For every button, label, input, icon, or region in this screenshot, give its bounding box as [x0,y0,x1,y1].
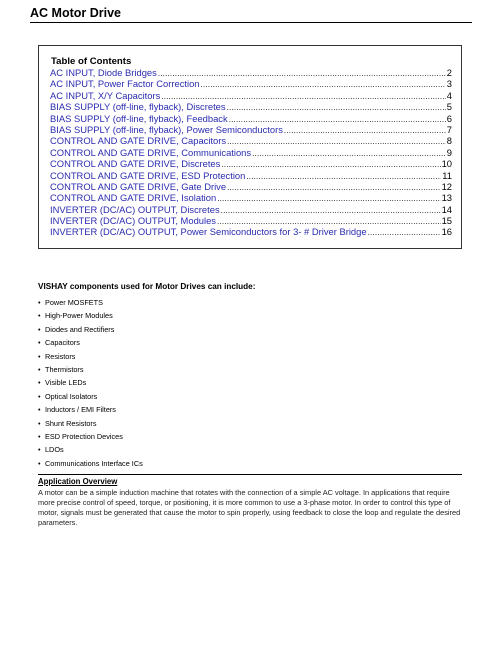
component-list-item [38,376,468,389]
toc-entry-link[interactable] [50,113,452,124]
toc-entry-label: AC INPUT, Diode Bridges [50,67,157,78]
toc-page-number: 14 [441,203,452,215]
table-of-contents [38,45,462,249]
toc-entry-label: CONTROL AND GATE DRIVE, ESD Protection [50,169,246,181]
toc-entry-label: CONTROL AND GATE DRIVE, Communications [50,146,252,158]
toc-title: Table of Contents [51,56,132,67]
component-list-item-label: Resistors [45,351,76,361]
toc-entry-label: CONTROL AND GATE DRIVE, Gate Drive [50,180,227,192]
toc-entry-link[interactable] [50,226,452,237]
toc-entry-link[interactable] [50,192,452,203]
toc-entry-label: CONTROL AND GATE DRIVE, Isolation [50,192,217,204]
component-list-item-label: LDOs [45,445,64,455]
application-overview-heading: Application Overview [38,477,118,486]
component-list-item-label: Capacitors [45,338,80,348]
bullet-icon: • [38,405,41,415]
component-list-item [38,430,468,443]
component-list-item-label: High-Power Modules [45,311,113,321]
section-divider [38,474,462,475]
component-list-item [38,417,468,430]
component-list-item [38,443,468,456]
toc-page-number: 15 [441,215,452,227]
toc-page-number: 7 [446,123,452,135]
page-header [30,4,472,23]
toc-entry-link[interactable] [50,204,452,215]
toc-entry-label: AC INPUT, Power Factor Correction [50,78,200,90]
toc-entry-link[interactable] [50,147,452,158]
toc-entry-label: CONTROL AND GATE DRIVE, Capacitors [50,135,227,147]
toc-page-number: 9 [446,146,452,158]
component-list-item [38,350,468,363]
toc-entry-label: BIAS SUPPLY (off-line, flyback), Discretes [50,101,226,113]
component-list-item-label: Visible LEDs [45,378,87,388]
toc-entry-link[interactable] [50,90,452,101]
component-list-item [38,457,468,470]
toc-entry-label: BIAS SUPPLY (off-line, flyback), Power Semiconductors [50,123,283,135]
bullet-icon: • [38,391,41,401]
toc-entry-label: CONTROL AND GATE DRIVE, Discretes [50,158,221,170]
toc-page-number: 13 [441,192,452,204]
component-list-item-label: Communications Interface ICs [45,458,143,468]
component-list-item-label: Optical Isolators [45,391,98,401]
toc-page-number: 12 [441,180,452,192]
toc-entry-link[interactable] [50,215,452,226]
component-list-item-label: Diodes and Rectifiers [45,324,115,334]
toc-entry-link[interactable] [50,181,452,192]
toc-entry-link[interactable] [50,101,452,112]
application-overview-body: A motor can be a simple induction machine that rotates with the connection of a simple AC voltage. In applications that require more precise control of speed, torque, or positioning, it is more common to use a 3-phase motor. In order to control this type of motor, signals must be generated that cause the motor to spin properly, using feedback to close the loop and regulate the desired parameters. [38,488,461,527]
bullet-icon: • [38,298,41,307]
components-section [38,282,468,470]
component-list-item-label: Shunt Resistors [45,418,97,428]
toc-page-number: 4 [446,89,452,101]
bullet-icon: • [38,418,41,428]
toc-entry-label: INVERTER (DC/AC) OUTPUT, Discretes [50,203,220,215]
bullet-icon: • [38,351,41,361]
toc-entry-link[interactable] [50,158,452,169]
toc-page-number: 5 [446,101,452,113]
component-list-item [38,403,468,416]
component-list-item [38,363,468,376]
components-list [38,296,468,470]
bullet-icon: • [38,364,41,374]
toc-page-number: 3 [446,78,452,90]
component-list-item [38,390,468,403]
bullet-icon: • [38,431,41,441]
toc-page-number: 10 [441,158,452,170]
toc-page-number: 16 [441,226,452,238]
toc-entry-label: INVERTER (DC/AC) OUTPUT, Modules [50,215,216,227]
toc-page-number: 11 [442,169,452,181]
toc-page-number: 8 [446,135,452,147]
component-list-item-label: ESD Protection Devices [45,431,123,441]
page-title: AC Motor Drive [30,6,121,20]
toc-entry-link[interactable] [50,67,452,78]
component-list-item [38,323,468,336]
toc-entry-link[interactable] [50,124,452,135]
toc-page-number: 2 [446,67,452,78]
toc-entry-link[interactable] [50,78,452,89]
bullet-icon: • [38,311,41,321]
bullet-icon: • [38,458,41,468]
toc-entry-label: INVERTER (DC/AC) OUTPUT, Power Semiconductors for 3- # Driver Bridge [50,226,367,238]
toc-entry-link[interactable] [50,170,452,181]
component-list-item-label: Power MOSFETS [45,298,103,307]
toc-page-number: 6 [446,112,452,124]
component-list-item-label: Thermistors [45,364,84,374]
toc-entry-label: AC INPUT, X/Y Capacitors [50,89,161,101]
toc-list [50,67,452,238]
toc-entry-label: BIAS SUPPLY (off-line, flyback), Feedback [50,112,228,124]
bullet-icon: • [38,445,41,455]
component-list-item [38,309,468,322]
component-list-item-label: Inductors / EMI Filters [45,405,116,415]
components-title: VISHAY components used for Motor Drives can include: [38,282,256,291]
component-list-item [38,296,468,309]
bullet-icon: • [38,338,41,348]
bullet-icon: • [38,324,41,334]
component-list-item [38,336,468,349]
bullet-icon: • [38,378,41,388]
toc-entry-link[interactable] [50,135,452,146]
toc-leader-dots [368,226,441,238]
